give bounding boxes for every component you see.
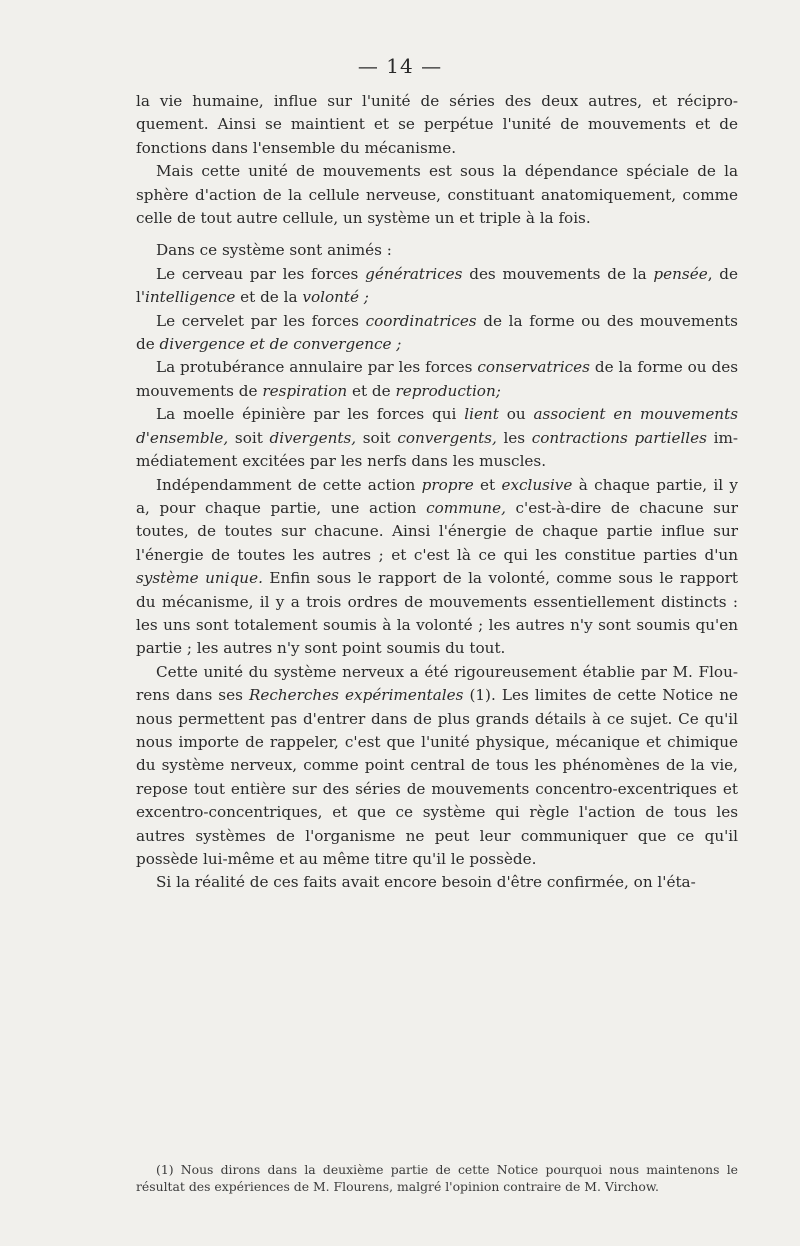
paragraph-cervelet: Le cervelet par les forces coordinatrices de la forme ou des mouvements de divergence et de convergence ; xyxy=(136,311,738,354)
paragraph-cerveau: Le cerveau par les forces génératrices des mouvements de la pensée, de l'intelligence et de la volonté ; xyxy=(136,264,739,307)
paragraph-realite: Si la réalité de ces faits avait encore besoin d'être confirmée, on l'éta- xyxy=(156,873,696,892)
footnote-text: (1) Nous dirons dans la deuxième partie de cette Notice pourquoi nous maintenons le résultat des expériences de M. Flourens, malgré l'opinion contraire de M. Virchow. xyxy=(136,1162,738,1194)
page-number: — 14 — xyxy=(357,54,443,78)
paragraph-moelle: La moelle épinière par les forces qui lient ou associent en mouvements d'ensemble, soit divergents, soit convergents, les contractions partielles immédiatement excitées par les nerfs dans les muscles. xyxy=(136,405,739,471)
paragraph-independance: Indépendamment de cette action propre et exclusive à chaque partie, il y a, pour chaque partie, une action commune, c'est-à-dire de chacune sur toutes, de toutes sur chacune. Ainsi l'énergie de chaque partie influe sur l'énergie de toutes les autres ; et c'est là ce qui les constitue parties d'un système unique. Enfin sous le rapport de la volonté, comme sous le rapport du mécanisme, il y a trois ordres de mouvements essentiellement distincts : les uns sont totalement soumis à la volonté ; les autres n'y sont soumis qu'en partie ; les autres n'y sont point soumis du tout. xyxy=(136,475,739,658)
paragraph-unity: Mais cette unité de mouvements est sous la dépendance spéciale de la sphère d'action de la cellule nerveuse, constituant anatomiquement, comme celle de tout autre cellule, un système un et triple à la fois. xyxy=(136,162,738,228)
paragraph-system-heading: Dans ce système sont animés : xyxy=(156,241,392,260)
paragraph-intro: la vie humaine, influe sur l'unité de séries des deux autres, et réciproquement. Ainsi se maintient et se perpétue l'unité de mouvements et de fonctions dans l'ensemble du mécanisme. xyxy=(136,92,738,157)
body-text xyxy=(136,90,738,895)
paragraph-flourens: Cette unité du système nerveux a été rigoureusement établie par M. Flourens dans ses Recherches expérimentales (1). Les limites de cette Notice ne nous permettent pas d'entrer dans de plus grands détails à ce sujet. Ce qu'il nous importe de rappeler, c'est que l'unité physique, mécanique et chimique du système nerveux, comme point central de tous les phénomènes de la vie, repose tout entière sur des séries de mouvements concentro-excentriques et excentro-concentriques, et que ce système qui règle l'action de tous les autres systèmes de l'organisme ne peut leur communiquer que ce qu'il possède lui-même et au même titre qu'il le possède. xyxy=(136,662,738,868)
footnote xyxy=(136,1161,738,1195)
paragraph-protuberance: La protubérance annulaire par les forces conservatrices de la forme ou des mouvements de respiration et de reproduction; xyxy=(136,358,738,400)
